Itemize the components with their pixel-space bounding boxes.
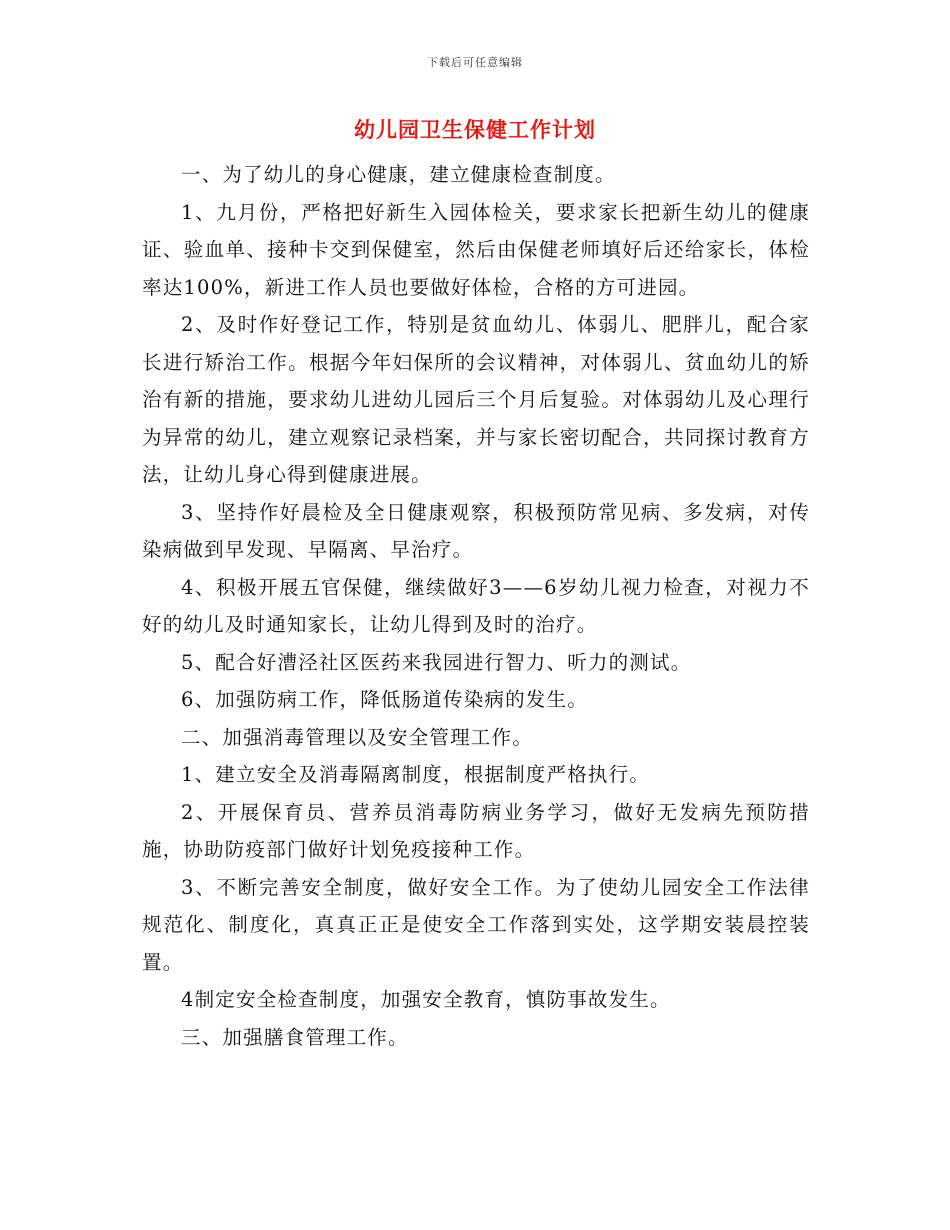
paragraph-1-4: 4、积极开展五官保健，继续做好3——6岁幼儿视力检查，对视力不好的幼儿及时通知家长，让幼儿得到及时的治疗。 [142, 575, 810, 636]
document-body [142, 156, 810, 1056]
paragraph-2-2: 2、开展保育员、营养员消毒防病业务学习，做好无发病先预防措施，协助防疫部门做好计划免疫接种工作。 [142, 800, 810, 861]
paragraph-2-1: 1、建立安全及消毒隔离制度，根据制度严格执行。 [181, 763, 651, 786]
paragraph-1-5: 5、配合好漕泾社区医药来我园进行智力、听力的测试。 [181, 650, 692, 674]
paragraph-2-3: 3、不断完善安全制度，做好安全工作。为了使幼儿园安全工作法律规范化、制度化，真真正正是使安全工作落到实处，这学期安装晨控装置。 [142, 875, 810, 974]
section-heading-3: 三、加强膳食管理工作。 [181, 1025, 409, 1049]
paragraph-1-3: 3、坚持作好晨检及全日健康观察，积极预防常见病、多发病，对传染病做到早发现、早隔离、早治疗。 [142, 500, 810, 561]
paragraph-2-4: 4制定安全检查制度，加强安全教育，慎防事故发生。 [181, 988, 671, 1011]
paragraph-1-2: 2、及时作好登记工作，特别是贫血幼儿、体弱儿、肥胖儿，配合家长进行矫治工作。根据今年妇保所的会议精神，对体弱儿、贫血幼儿的矫治有新的措施，要求幼儿进幼儿园后三个月后复验。对体弱幼儿及心理行为异常的幼儿，建立观察记录档案，并与家长密切配合，共同探讨教育方法，让幼儿身心得到健康进展。 [142, 313, 810, 486]
paragraph-1-1: 1、九月份，严格把好新生入园体检关，要求家长把新生幼儿的健康证、验血单、接种卡交到保健室，然后由保健老师填好后还给家长，体检率达100%，新进工作人员也要做好体检，合格的方可进园。 [142, 200, 810, 299]
document-title: 幼儿园卫生保健工作计划 [354, 118, 596, 142]
section-heading-2: 二、加强消毒管理以及安全管理工作。 [181, 725, 533, 749]
section-heading-1: 一、为了幼儿的身心健康，建立健康检查制度。 [181, 163, 616, 186]
paragraph-1-6: 6、加强防病工作，降低肠道传染病的发生。 [181, 688, 588, 711]
header-note: 下载后可任意编辑 [427, 56, 523, 69]
